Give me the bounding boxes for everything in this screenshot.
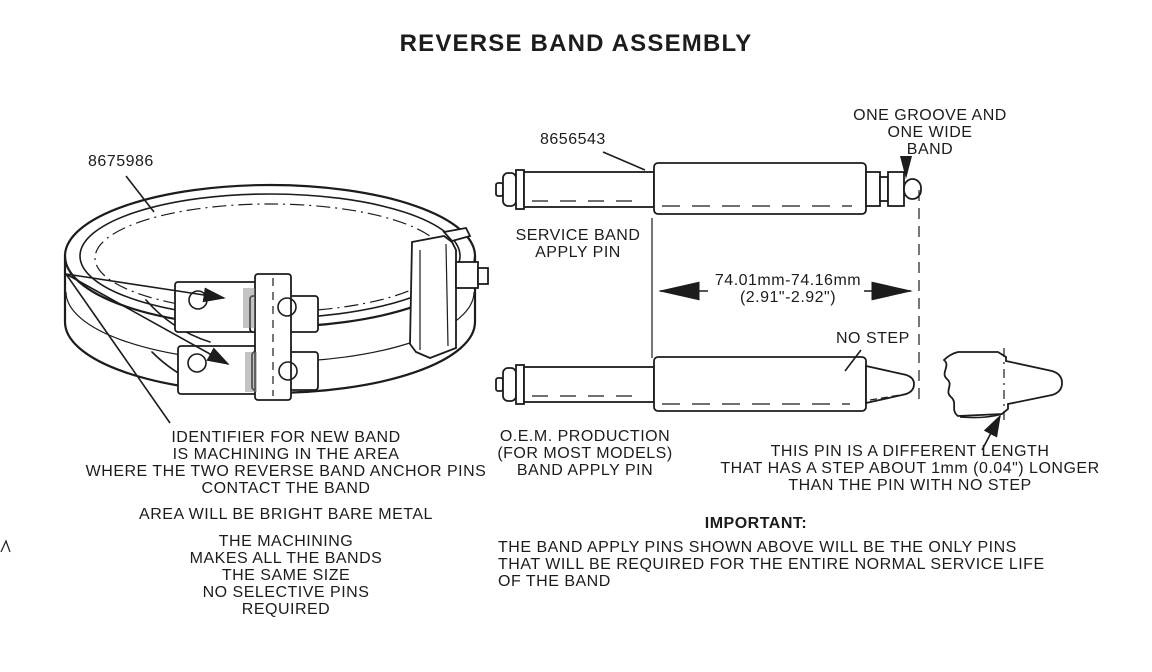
identifier-note [81, 429, 491, 497]
pin-head [503, 368, 516, 401]
band-part-number-leader [126, 176, 154, 212]
step-note-line: THAN THE PIN WITH NO STEP [788, 477, 1032, 494]
machining-note-line: MAKES ALL THE BANDS [189, 550, 383, 567]
oem-pin-label-line: BAND APPLY PIN [516, 462, 654, 479]
machined-area-upper [243, 288, 255, 328]
oem-pin-label-line: (FOR MOST MODELS) [497, 445, 673, 462]
groove-note-line: ONE GROOVE AND [853, 107, 1007, 124]
identifier-note-line: IS MACHINING IN THE AREA [172, 446, 400, 463]
groove-ring [880, 177, 888, 201]
important-note [498, 539, 1078, 590]
pin-grooved-tip [866, 172, 921, 206]
pin-end-nub [496, 378, 503, 391]
service-pin-label-line: SERVICE BAND [515, 227, 641, 244]
scan-artifact [1, 541, 10, 552]
machining-note [81, 533, 491, 618]
machining-note-line: THE SAME SIZE [221, 567, 351, 584]
identifier-note-line: IDENTIFIER FOR NEW BAND [171, 429, 401, 446]
pin-shaft [524, 172, 654, 207]
machining-note-line: REQUIRED [241, 601, 331, 618]
oem-pin-label [485, 428, 685, 479]
machining-note-line: NO SELECTIVE PINS [202, 584, 370, 601]
identifier-note-leader [66, 274, 170, 423]
pin-tapered-tip-no-step [866, 366, 914, 403]
pin-head-flange [516, 170, 524, 209]
service-pin-label [488, 227, 668, 261]
wide-band-ring [888, 172, 904, 206]
groove-note [810, 107, 1050, 158]
pin-end-nub [496, 183, 503, 196]
oem-pin-label-line: O.E.M. PRODUCTION [499, 428, 671, 445]
service-pin-part-number: 8656543 [540, 131, 606, 148]
no-step-label: NO STEP [836, 330, 910, 347]
band-part-number: 8675986 [88, 153, 154, 170]
pin-shaft [524, 367, 654, 402]
page-title: REVERSE BAND ASSEMBLY [399, 30, 753, 57]
important-note-line: THE BAND APPLY PINS SHOWN ABOVE WILL BE THE ONLY PINS [498, 539, 1017, 556]
groove-note-line: BAND [906, 141, 954, 158]
important-note-line: OF THE BAND [498, 573, 611, 590]
pin-head-flange [516, 365, 524, 404]
oem-pin-drawing [496, 350, 914, 411]
dimension-imperial: (2.91"-2.92") [739, 289, 837, 306]
pin-body [654, 357, 866, 411]
stepped-tip-outline [944, 352, 1062, 416]
service-pin-part-number-leader [603, 152, 645, 170]
identifier-note-line: CONTACT THE BAND [201, 480, 371, 497]
step-note [700, 443, 1120, 494]
service-pin-drawing [496, 152, 921, 214]
pin-head [503, 173, 516, 206]
band-end-lug [410, 228, 488, 358]
bare-metal-note: AREA WILL BE BRIGHT BARE METAL [139, 506, 433, 523]
groove-note-line: ONE WIDE [887, 124, 973, 141]
dimension-text [683, 272, 893, 306]
service-pin-label-line: APPLY PIN [535, 244, 621, 261]
reverse-band-drawing [65, 176, 488, 423]
stepped-tip-drawing [944, 348, 1062, 450]
machined-area-lower [245, 352, 257, 392]
important-note-line: THAT WILL BE REQUIRED FOR THE ENTIRE NORMAL SERVICE LIFE [498, 556, 1045, 573]
identifier-note-line: WHERE THE TWO REVERSE BAND ANCHOR PINS [85, 463, 487, 480]
step-note-line: THAT HAS A STEP ABOUT 1mm (0.04") LONGER [720, 460, 1100, 477]
machining-note-line: THE MACHINING [218, 533, 354, 550]
important-heading: IMPORTANT: [704, 515, 808, 532]
step-note-line: THIS PIN IS A DIFFERENT LENGTH [770, 443, 1050, 460]
dimension-metric: 74.01mm-74.16mm [714, 272, 862, 289]
